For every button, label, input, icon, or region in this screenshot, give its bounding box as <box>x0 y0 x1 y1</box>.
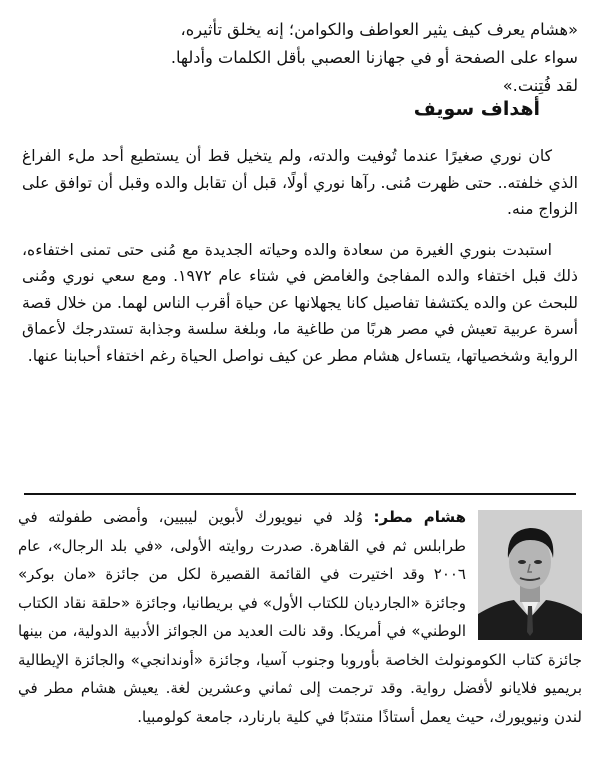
bio-author-name: هشام مطر: <box>373 508 466 526</box>
synopsis <box>22 143 578 383</box>
quote-author: أهداف سويف <box>413 98 540 120</box>
section-divider <box>24 493 576 495</box>
portrait-drawing <box>478 510 582 640</box>
quote-line: سواء على الصفحة أو في جهازنا العصبي بأقل الكلمات وأدلها. <box>170 48 578 67</box>
synopsis-paragraph: كان نوري صغيرًا عندما تُوفيت والدته، ولم يتخيل قط أن يستطيع أحد ملء الفراغ الذي خلفته.. حتى ظهرت مُنى. رآها نوري أولًا، قبل أن تقابل والده وقبل أن توافق على الزواج منه. <box>22 147 578 218</box>
synopsis-paragraph: استبدت بنوري الغيرة من سعادة والده وحياته الجديدة مع مُنى حتى تمنى اختفاءه، ذلك قبل اختفاء والده المفاجئ والغامض في شتاء عام ١٩٧٢. ومع سعي نوري ومُنى للبحث عن والده يكتشفا تفاصيل كانا يجهلانها عن حياة أقرب الناس لهما. من خلال قصة أسرة عربية تعيش في مصر هربًا من طاغية ما، وبلغة سلسة وجذابة تستدرجك لأعماق الرواية وشخصياتها، يتساءل هشام مطر عن كيف نواصل الحياة رغم اختفاء أحبابنا عنها. <box>22 240 578 365</box>
quote-line: لقد فُتِنت.» <box>502 76 578 95</box>
endorsement-quote <box>22 16 578 100</box>
bio-body: وُلد في نيويورك لأبوين ليبيين، وأمضى طفولته في طرابلس ثم في القاهرة. صدرت روايته الأولى، «في بلد الرجال»، عام ٢٠٠٦ وقد اختيرت في القائمة القصيرة لكل من جائزة «مان بوكر» وجائزة «الجارديان للكتاب الأول» في بريطانيا، وجائزة «حلقة نقاد الكتاب الوطني» في أمريكا. وقد نالت العديد من الجوائز الأدبية الدولية، من بينها جائزة كتاب الكومونولث الخاصة بأوروبا وجنوب آسيا، وجائزة «أوندانجي» والجائزة الإيطالية بريميو فلايانو لأفضل رواية. وقد ترجمت إلى ثماني وعشرين لغة. يعيش هشام مطر في لندن ونيويورك، حيث يعمل أستاذًا منتدبًا في كلية بارنارد، جامعة كولومبيا. <box>18 508 582 726</box>
author-portrait-icon <box>478 510 582 640</box>
quote-line: «هشام يعرف كيف يثير العواطف والكوامن؛ إنه يخلق تأثيره، <box>180 20 578 39</box>
